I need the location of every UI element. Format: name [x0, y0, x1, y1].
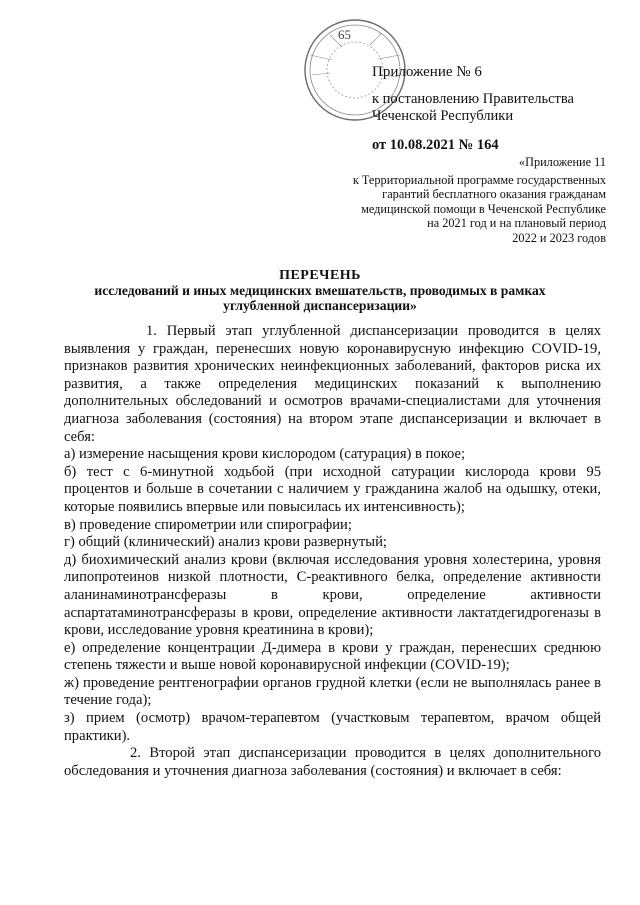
paragraph-1: 1. Первый этап углубленной диспансеризации проводится в целях выявления у граждан, перенесших новую коронавирусную инфекцию COVID-19, признаков развития хронических неинфекционных заболеваний, факторов риска их развития, а также определения медицинских показаний к выполнению дополнительных обследований и осмотров врачами-специалистами для уточнения диагноза заболевания (состояния) на втором этапе диспансеризации и включает в себя: — [64, 323, 601, 445]
heading-line: исследований и иных медицинских вмешательств, проводимых в рамках — [94, 283, 546, 298]
paragraph-2: 2. Второй этап диспансеризации проводится в целях дополнительного обследования и уточнения диагноза заболевания (состояния) и включает в себя: — [64, 745, 601, 779]
appendix-11-header — [306, 155, 606, 246]
heading-title: ПЕРЕЧЕНЬ — [279, 268, 361, 283]
list-item: ж) проведение рентгенографии органов грудной клетки (если не выполнялась ранее в течение года); — [64, 674, 601, 709]
appendix-11-line: на 2021 год и на плановый период — [427, 216, 606, 231]
document-heading — [30, 268, 610, 313]
appendix-6-title: Приложение № 6 — [372, 64, 482, 80]
appendix-6-order: от 10.08.2021 № 164 — [372, 137, 499, 153]
appendix-11-line: к Территориальной программе государственных — [352, 172, 606, 187]
appendix-11-line: «Приложение 11 — [518, 155, 606, 169]
appendix-6-line: Чеченской Республики — [372, 108, 514, 124]
list-item: а) измерение насыщения крови кислородом (сатурация) в покое; — [64, 446, 466, 463]
heading-line: углубленной диспансеризации» — [223, 298, 417, 313]
appendix-11-line: гарантий бесплатного оказания гражданам — [382, 187, 606, 202]
list-item: в) проведение спирометрии или спирографии; — [64, 516, 352, 533]
list-item: з) прием (осмотр) врачом-терапевтом (участковым терапевтом, врачом общей практики). — [64, 710, 601, 744]
seal-number: 65 — [338, 27, 351, 42]
appendix-6-header — [372, 64, 612, 154]
list-item: е) определение концентрации Д-димера в крови у граждан, перенесших среднюю степень тяжести и выше новой коронавирусной инфекции (COVID-19); — [64, 639, 601, 674]
document-body — [64, 323, 601, 780]
list-item: г) общий (клинический) анализ крови развернутый; — [64, 534, 387, 551]
appendix-11-line: медицинской помощи в Чеченской Республике — [361, 201, 606, 216]
appendix-6-line: к постановлению Правительства — [372, 91, 574, 107]
list-item: д) биохимический анализ крови (включая исследования уровня холестерина, уровня липопротеинов низкой плотности, С-реактивного белка, определение активности аланинаминотрансферазы в крови, определение активности аспартатаминотрансферазы в крови, определение активности лактатдегидрогеназы в крови, исследование уровня креатинина в крови); — [64, 551, 601, 639]
appendix-11-line: 2022 и 2023 годов — [512, 230, 606, 245]
list-item: б) тест с 6-минутной ходьбой (при исходной сатурации кислорода крови 95 процентов и больше в сочетании с наличием у гражданина жалоб на одышку, отеки, которые появились впервые или повысилась их интенсивность); — [64, 463, 601, 515]
